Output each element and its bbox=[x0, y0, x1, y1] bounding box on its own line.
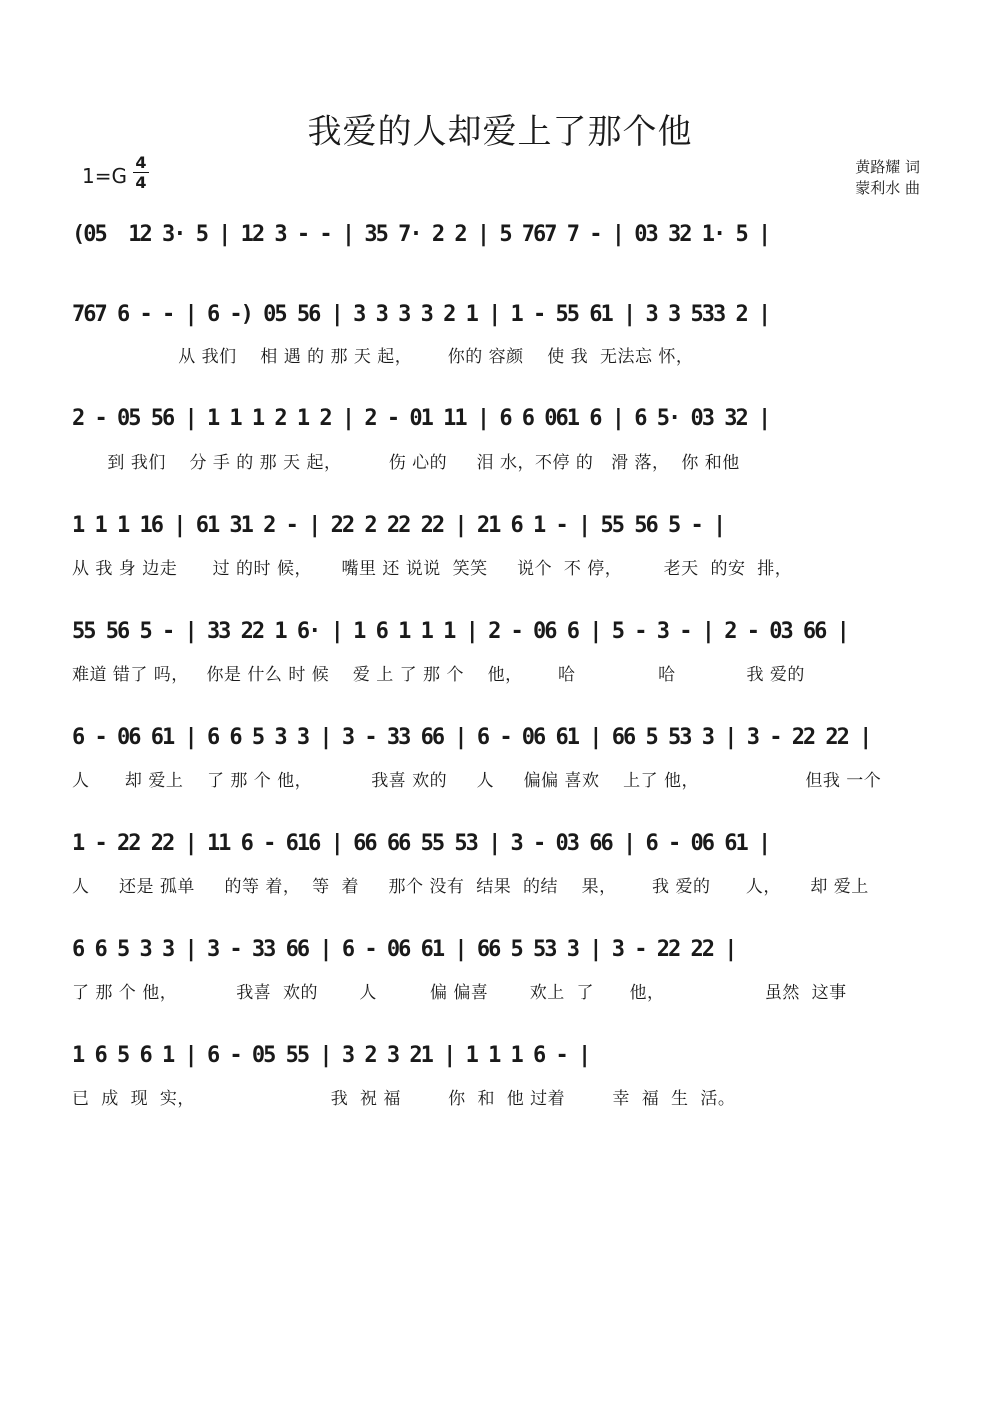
lyrics-row-4: 从 我 身 边走 过 的时 候， 嘴里 还 说说 笑笑 说个 不 停， 老天 的安 排， bbox=[72, 559, 793, 579]
lyricist-credit: 黄路耀 词 bbox=[855, 158, 920, 176]
notation-row-1: (05 12 3· 5 | 12 3 - - | 35 7· 2 2 | 5 767 7 - | 03 32 1· 5 | bbox=[72, 222, 770, 247]
song-title: 我爱的人却爱上了那个他 bbox=[307, 112, 693, 152]
notation-row-8: 6 6 5 3 3 | 3 - 33 66 | 6 - 06 61 | 66 5 53 3 | 3 - 22 22 | bbox=[72, 937, 736, 962]
lyrics-row-7: 人 还是 孤单 的等 着， 等 着 那个 没有 结果 的结 果， 我 爱的 人， 却 爱上 bbox=[72, 877, 869, 897]
composer-credit: 蒙利水 曲 bbox=[855, 179, 920, 197]
time-signature-bottom: 4 bbox=[135, 173, 147, 192]
credits bbox=[855, 157, 920, 199]
notation-row-4: 1 1 1 16 | 61 31 2 - | 22 2 22 22 | 21 6 1 - | 55 56 5 - | bbox=[72, 513, 725, 538]
lyrics-row-2: 从 我们 相 遇 的 那 天 起， 你的 容颜 使 我 无法忘 怀， bbox=[72, 347, 694, 367]
time-signature bbox=[133, 154, 149, 191]
lyrics-row-9: 已 成 现 实， 我 祝 福 你 和 他 过着 幸 福 生 活。 bbox=[72, 1089, 736, 1109]
key-signature: 1=G bbox=[82, 164, 127, 188]
notation-row-7: 1 - 22 22 | 11 6 - 616 | 66 66 55 53 | 3 - 03 66 | 6 - 06 61 | bbox=[72, 831, 770, 856]
time-signature-top: 4 bbox=[135, 153, 147, 172]
notation-row-9: 1 6 5 6 1 | 6 - 05 55 | 3 2 3 21 | 1 1 1 6 - | bbox=[72, 1043, 590, 1068]
lyrics-row-6: 人 却 爱上 了 那 个 他， 我喜 欢的 人 偏偏 喜欢 上了 他， 但我 一个 bbox=[72, 771, 882, 791]
notation-row-6: 6 - 06 61 | 6 6 5 3 3 | 3 - 33 66 | 6 - 06 61 | 66 5 53 3 | 3 - 22 22 | bbox=[72, 725, 871, 750]
lyrics-row-5: 难道 错了 吗， 你是 什么 时 候 爱 上 了 那 个 他， 哈 哈 我 爱的 bbox=[72, 665, 805, 685]
notation-row-5: 55 56 5 - | 33 22 1 6· | 1 6 1 1 1 | 2 - 06 6 | 5 - 3 - | 2 - 03 66 | bbox=[72, 619, 848, 644]
notation-row-3: 2 - 05 56 | 1 1 1 2 1 2 | 2 - 01 11 | 6 6 061 6 | 6 5· 03 32 | bbox=[72, 406, 770, 431]
notation-row-2: 767 6 - - | 6 -) 05 56 | 3 3 3 3 2 1 | 1 - 55 61 | 3 3 533 2 | bbox=[72, 302, 770, 327]
lyrics-row-8: 了 那 个 他， 我喜 欢的 人 偏 偏喜 欢上 了 他， 虽然 这事 bbox=[72, 983, 847, 1003]
lyrics-row-3: 到 我们 分 手 的 那 天 起， 伤 心的 泪 水，不停 的 滑 落， 你 和他 bbox=[72, 453, 740, 473]
